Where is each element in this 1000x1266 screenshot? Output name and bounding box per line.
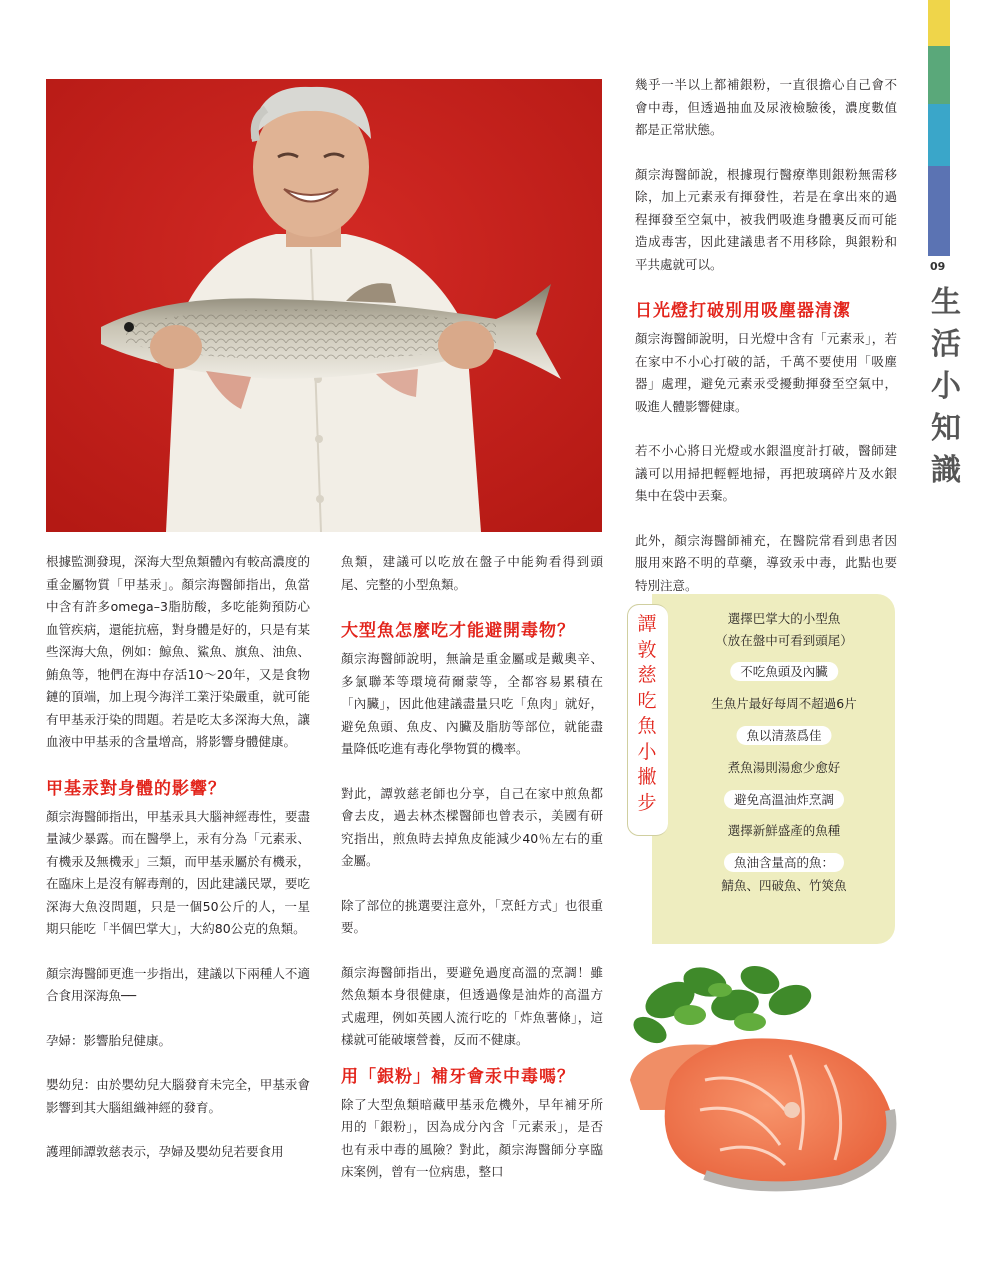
color-strip-blue [928,166,950,256]
paragraph: 顏宗海醫師指出，要避免過度高溫的烹調！雖然魚類本身很健康，但透過像是油炸的高溫方式處理，例如英國人流行吃的「炸魚薯條」，這樣就可能破壞營養，反而不健康。 [341,964,603,1047]
color-strip-teal [928,104,950,166]
section-heading: 甲基汞對身體的影響？ [46,778,226,799]
tip-item: 選擇巴掌大的小型魚 [727,611,841,626]
salmon-steak-image [610,960,910,1195]
section-title-char: 識 [931,453,961,488]
man-holding-fish-image [46,79,602,532]
page-number: 09 [930,260,946,273]
paragraph: 魚類，建議可以吃放在盤子中能夠看得到頭尾、完整的小型魚類。 [341,554,603,592]
section-title-char: 小 [931,369,961,404]
article-column-1 [46,551,310,1186]
section-title-char: 活 [931,327,961,362]
paragraph: 顏宗海醫師說明，日光燈中含有「元素汞」，若在家中不小心打破的話，千萬不要使用「吸塵器」處理，避免元素汞受擾動揮發至空氣中，吸進人體影響健康。 [635,331,897,414]
paragraph: 顏宗海醫師說明，無論是重金屬或是戴奧辛、多氯聯苯等環境荷爾蒙等，全都容易累積在「內臟」，因此他建議盡量只吃「魚肉」就好，避免魚頭、魚皮、內臟及脂肪等部位，就能盡量降低吃進有毒化學物質的機率。 [341,651,603,756]
tips-title: 譚 敦 慈 吃 魚 小 撇 步 [637,613,657,814]
tip-item: 不吃魚頭及內臟 [730,662,838,681]
section-title-char: 生 [931,285,961,320]
article-column-3 [635,74,897,619]
article-column-2 [341,551,603,1206]
paragraph: 除了部位的挑選要注意外，「烹飪方式」也很重要。 [341,897,603,935]
section-heading: 日光燈打破別用吸塵器清潔 [635,301,851,321]
tip-item: 煮魚湯則湯愈少愈好 [727,760,841,775]
paragraph: 顏宗海醫師更進一步指出，建議以下兩種人不適合食用深海魚── [46,965,310,1003]
section-heading: 用「銀粉」補牙會汞中毒嗎？ [341,1066,575,1087]
tip-item: 魚油含量高的魚： [724,853,844,872]
tip-item: 鯖魚、四破魚、竹筴魚 [721,878,847,893]
paragraph: 顏宗海醫師說，根據現行醫療準則銀粉無需移除，加上元素汞有揮發性，若是在拿出來的過程揮發至空氣中，被我們吸進身體裏反而可能造成毒害，因此建議患者不用移除，與銀粉和平共處就可以。 [635,166,897,272]
paragraph: 嬰幼兒：由於嬰幼兒大腦發育未完全，甲基汞會影響到其大腦組織神經的發育。 [46,1077,310,1115]
section-title-char: 知 [931,411,961,446]
paragraph: 對此，譚敦慈老師也分享，自己在家中煎魚都會去皮，過去林杰樑醫師也曾表示，美國有研究指出，煎魚時去掉魚皮能減少40％左右的重金屬。 [341,785,603,868]
paragraph: 顏宗海醫師指出，甲基汞具大腦神經毒性，要盡量減少暴露。而在醫學上，汞有分為「元素汞、有機汞及無機汞」三類，而甲基汞屬於有機汞，在臨床上是沒有解毒劑的，因此建議民眾，要吃深海大魚沒問題，只是一個50公斤的人，一星期只能吃「半個巴掌大」，大約80公克的魚類。 [46,808,310,936]
paragraph: 幾乎一半以上都補銀粉，一直很擔心自己會不會中毒，但透過抽血及尿液檢驗後，濃度數值都是正常狀態。 [635,77,897,137]
tip-item: 避免高溫油炸烹調 [724,790,844,809]
tip-item: 選擇新鮮盛產的魚種 [727,823,841,838]
paragraph: 除了大型魚類暗藏甲基汞危機外，早年補牙所用的「銀粉」，因為成分內含「元素汞」，是否也有汞中毒的風險？對此，顏宗海醫師分享臨床案例，曾有一位病患，整口 [341,1096,603,1179]
tip-item: 生魚片最好每周不超過6片 [711,696,857,711]
paragraph: 此外，顏宗海醫師補充，在醫院常看到患者因服用來路不明的草藥，導致汞中毒，此點也要特別注意。 [635,532,897,593]
paragraph: 根據監測發現，深海大型魚類體內有較高濃度的重金屬物質「甲基汞」。顏宗海醫師指出，魚當中含有許多omega–3脂肪酸，多吃能夠預防心血管疾病，還能抗癌，對身體是好的，只是有某些深海大魚，例如：鯨魚、鯊魚、旗魚、油魚、鮪魚等，牠們在海中存活10～20年，又是食物鏈的頂端，加上現今海洋工業汙染嚴重，就可能有甲基汞汙染的問題。若是吃太多深海大魚，讓血液中甲基汞的含量增高，將影響身體健康。 [46,554,310,749]
color-strip-yellow [928,0,950,46]
color-strip-green [928,46,950,104]
hero-photo [46,79,602,532]
paragraph: 若不小心將日光燈或水銀溫度計打破，醫師建議可以用掃把輕輕地掃，再把玻璃碎片及水銀集中在袋中丟棄。 [635,443,897,503]
section-title [926,282,966,492]
paragraph: 孕婦：影響胎兒健康。 [46,1032,172,1048]
tip-item: 魚以清蒸爲佳 [736,726,831,745]
tip-item: （放在盤中可看到頭尾） [715,633,853,648]
section-heading: 大型魚怎麼吃才能避開毒物？ [341,621,575,641]
paragraph: 護理師譚敦慈表示，孕婦及嬰幼兒若要食用 [46,1144,284,1159]
